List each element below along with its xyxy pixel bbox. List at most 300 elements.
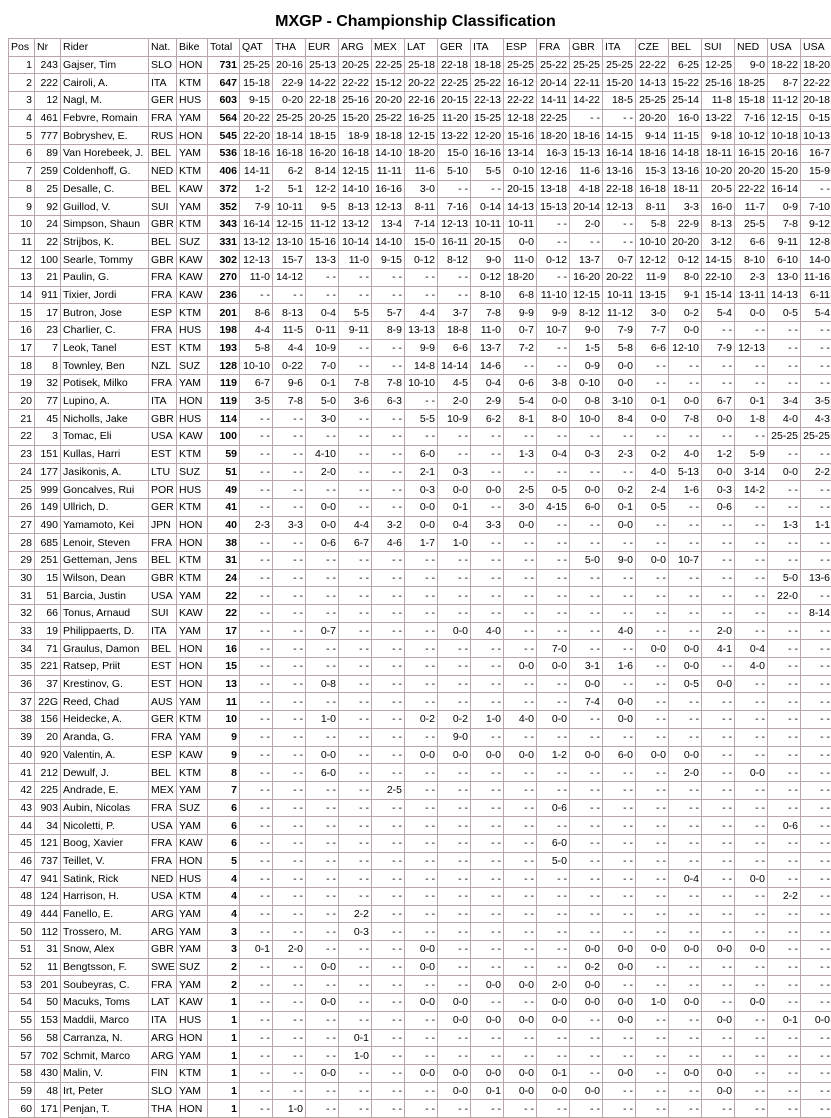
round-result-cell: 0-10 <box>504 162 537 180</box>
round-result-cell: 0-0 <box>405 994 438 1012</box>
round-result-cell: - - <box>405 569 438 587</box>
round-result-cell: 0-0 <box>471 976 504 994</box>
round-result-cell: - - <box>372 870 405 888</box>
round-result-cell: - - <box>669 799 702 817</box>
round-result-cell: 10-11 <box>471 215 504 233</box>
round-result-cell: 4-15 <box>537 498 570 516</box>
round-result-cell: - - <box>537 764 570 782</box>
round-result-cell: 2-5 <box>504 481 537 499</box>
round-result-cell: 25-22 <box>537 56 570 74</box>
pos-cell: 14 <box>9 286 35 304</box>
bike-cell: HON <box>177 56 208 74</box>
table-row <box>9 799 831 817</box>
round-result-cell: - - <box>801 551 831 569</box>
bike-cell: YAM <box>177 587 208 605</box>
round-result-cell: - - <box>603 428 636 446</box>
bike-cell: KAW <box>177 251 208 269</box>
round-result-cell: 12-13 <box>735 339 768 357</box>
round-result-cell: - - <box>240 286 273 304</box>
pos-cell: 43 <box>9 799 35 817</box>
round-result-cell: 25-16 <box>339 92 372 110</box>
round-result-cell: 0-0 <box>603 516 636 534</box>
column-header: SUI <box>702 39 735 57</box>
round-result-cell: 0-0 <box>405 746 438 764</box>
round-result-cell: 13-15 <box>636 286 669 304</box>
round-result-cell: 0-0 <box>603 357 636 375</box>
round-result-cell: - - <box>504 781 537 799</box>
bike-cell: YAM <box>177 923 208 941</box>
round-result-cell: - - <box>306 976 339 994</box>
round-result-cell: - - <box>537 428 570 446</box>
round-result-cell: 5-8 <box>636 215 669 233</box>
round-result-cell: 5-0 <box>570 551 603 569</box>
round-result-cell: - - <box>603 1100 636 1118</box>
bike-cell: YAM <box>177 145 208 163</box>
round-result-cell: - - <box>603 1047 636 1065</box>
round-result-cell: 0-0 <box>735 870 768 888</box>
round-result-cell: - - <box>405 693 438 711</box>
round-result-cell: 3-4 <box>768 392 801 410</box>
round-result-cell: - - <box>306 1011 339 1029</box>
round-result-cell: 9-9 <box>504 304 537 322</box>
total-cell: 16 <box>208 640 240 658</box>
rider-cell: Gajser, Tim <box>61 56 149 74</box>
round-result-cell: 10-10 <box>636 233 669 251</box>
round-result-cell: 10-9 <box>438 410 471 428</box>
round-result-cell: - - <box>372 1064 405 1082</box>
nr-cell: 25 <box>35 180 61 198</box>
round-result-cell: - - <box>306 834 339 852</box>
total-cell: 49 <box>208 481 240 499</box>
total-cell: 270 <box>208 268 240 286</box>
round-result-cell: - - <box>570 109 603 127</box>
total-cell: 201 <box>208 304 240 322</box>
round-result-cell: 6-0 <box>405 445 438 463</box>
round-result-cell: 4-10 <box>306 445 339 463</box>
round-result-cell: 0-0 <box>636 941 669 959</box>
round-result-cell: - - <box>537 551 570 569</box>
round-result-cell: - - <box>273 852 306 870</box>
nr-cell: 151 <box>35 445 61 463</box>
round-result-cell: 18-18 <box>471 56 504 74</box>
round-result-cell: - - <box>603 109 636 127</box>
round-result-cell: - - <box>306 1047 339 1065</box>
round-result-cell: - - <box>801 976 831 994</box>
nr-cell: 156 <box>35 711 61 729</box>
round-result-cell: - - <box>504 534 537 552</box>
round-result-cell: - - <box>273 481 306 499</box>
round-result-cell: 0-0 <box>471 1064 504 1082</box>
bike-cell: KAW <box>177 834 208 852</box>
round-result-cell: - - <box>438 428 471 446</box>
round-result-cell: - - <box>801 693 831 711</box>
nat-cell: SUI <box>149 198 177 216</box>
round-result-cell: 0-0 <box>537 711 570 729</box>
round-result-cell: - - <box>669 605 702 623</box>
round-result-cell: 6-3 <box>372 392 405 410</box>
nat-cell: FRA <box>149 375 177 393</box>
round-result-cell: 18-11 <box>702 145 735 163</box>
round-result-cell: 22-22 <box>504 92 537 110</box>
round-result-cell: - - <box>438 1029 471 1047</box>
round-result-cell: - - <box>273 764 306 782</box>
round-result-cell: - - <box>273 463 306 481</box>
round-result-cell: 0-1 <box>768 1011 801 1029</box>
table-row <box>9 728 831 746</box>
round-result-cell: - - <box>636 870 669 888</box>
nat-cell: THA <box>149 1100 177 1118</box>
round-result-cell: - - <box>504 799 537 817</box>
table-row <box>9 764 831 782</box>
bike-cell: SUZ <box>177 463 208 481</box>
round-result-cell: 0-0 <box>702 1064 735 1082</box>
round-result-cell: - - <box>471 817 504 835</box>
round-result-cell: 0-0 <box>603 994 636 1012</box>
round-result-cell: 0-0 <box>306 746 339 764</box>
nat-cell: GBR <box>149 251 177 269</box>
rider-cell: Snow, Alex <box>61 941 149 959</box>
round-result-cell: - - <box>339 711 372 729</box>
round-result-cell: - - <box>603 640 636 658</box>
pos-cell: 60 <box>9 1100 35 1118</box>
round-result-cell: 2-9 <box>471 392 504 410</box>
round-result-cell: - - <box>438 870 471 888</box>
round-result-cell: - - <box>471 180 504 198</box>
round-result-cell: 4-6 <box>372 534 405 552</box>
nr-cell: 702 <box>35 1047 61 1065</box>
round-result-cell: - - <box>603 870 636 888</box>
column-header: QAT <box>240 39 273 57</box>
round-result-cell: 0-2 <box>636 445 669 463</box>
round-result-cell: - - <box>768 551 801 569</box>
round-result-cell: - - <box>669 1011 702 1029</box>
round-result-cell: - - <box>273 888 306 906</box>
round-result-cell: - - <box>768 1082 801 1100</box>
round-result-cell: - - <box>768 693 801 711</box>
total-cell: 193 <box>208 339 240 357</box>
round-result-cell: 5-8 <box>603 339 636 357</box>
round-result-cell: - - <box>636 569 669 587</box>
round-result-cell: 12-13 <box>438 215 471 233</box>
round-result-cell: 1-6 <box>603 658 636 676</box>
nat-cell: MEX <box>149 781 177 799</box>
pos-cell: 18 <box>9 357 35 375</box>
round-result-cell: 0-12 <box>471 268 504 286</box>
total-cell: 2 <box>208 976 240 994</box>
round-result-cell: - - <box>339 958 372 976</box>
round-result-cell: 0-12 <box>537 251 570 269</box>
round-result-cell: 1-2 <box>240 180 273 198</box>
bike-cell: KAW <box>177 994 208 1012</box>
round-result-cell: 12-13 <box>372 198 405 216</box>
round-result-cell: 1-6 <box>669 481 702 499</box>
round-result-cell: - - <box>405 587 438 605</box>
round-result-cell: - - <box>504 852 537 870</box>
rider-cell: Charlier, C. <box>61 322 149 340</box>
round-result-cell: - - <box>537 339 570 357</box>
rider-cell: Nicholls, Jake <box>61 410 149 428</box>
round-result-cell: - - <box>801 941 831 959</box>
round-result-cell: 20-15 <box>504 180 537 198</box>
pos-cell: 10 <box>9 215 35 233</box>
round-result-cell: 1-0 <box>636 994 669 1012</box>
round-result-cell: 0-6 <box>702 498 735 516</box>
round-result-cell: - - <box>603 1029 636 1047</box>
round-result-cell: 16-18 <box>339 145 372 163</box>
rider-cell: Satink, Rick <box>61 870 149 888</box>
round-result-cell: - - <box>273 410 306 428</box>
round-result-cell: - - <box>471 1029 504 1047</box>
nat-cell: SWE <box>149 958 177 976</box>
round-result-cell: - - <box>537 357 570 375</box>
round-result-cell: - - <box>702 658 735 676</box>
bike-cell: SUZ <box>177 233 208 251</box>
pos-cell: 33 <box>9 622 35 640</box>
round-result-cell: - - <box>768 1047 801 1065</box>
total-cell: 6 <box>208 799 240 817</box>
round-result-cell: 11-0 <box>504 251 537 269</box>
round-result-cell: - - <box>339 658 372 676</box>
table-row <box>9 1082 831 1100</box>
round-result-cell: - - <box>570 1029 603 1047</box>
round-result-cell: 0-9 <box>768 198 801 216</box>
round-result-cell: - - <box>801 357 831 375</box>
round-result-cell: 0-0 <box>570 1082 603 1100</box>
round-result-cell: - - <box>768 994 801 1012</box>
nat-cell: FIN <box>149 1064 177 1082</box>
table-row <box>9 640 831 658</box>
round-result-cell: - - <box>504 958 537 976</box>
column-header: USA <box>768 39 801 57</box>
total-cell: 119 <box>208 375 240 393</box>
column-header: Bike <box>177 39 208 57</box>
round-result-cell: - - <box>801 640 831 658</box>
round-result-cell: - - <box>801 958 831 976</box>
round-result-cell: 20-15 <box>438 92 471 110</box>
round-result-cell: 0-0 <box>669 941 702 959</box>
nr-cell: 920 <box>35 746 61 764</box>
round-result-cell: - - <box>768 357 801 375</box>
round-result-cell: - - <box>570 711 603 729</box>
round-result-cell: - - <box>801 728 831 746</box>
round-result-cell: 0-0 <box>603 375 636 393</box>
round-result-cell: 8-12 <box>438 251 471 269</box>
round-result-cell: 3-2 <box>372 516 405 534</box>
bike-cell: HON <box>177 640 208 658</box>
round-result-cell: - - <box>438 941 471 959</box>
round-result-cell: - - <box>801 888 831 906</box>
round-result-cell: - - <box>438 1100 471 1118</box>
round-result-cell: - - <box>240 746 273 764</box>
round-result-cell: 7-4 <box>570 693 603 711</box>
round-result-cell: - - <box>405 675 438 693</box>
round-result-cell: 9-6 <box>273 375 306 393</box>
round-result-cell: 7-9 <box>240 198 273 216</box>
round-result-cell: 0-0 <box>603 693 636 711</box>
table-row <box>9 127 831 145</box>
round-result-cell: - - <box>240 481 273 499</box>
round-result-cell: 22-22 <box>636 56 669 74</box>
nr-cell: 911 <box>35 286 61 304</box>
nat-cell: USA <box>149 817 177 835</box>
nr-cell: 20 <box>35 728 61 746</box>
round-result-cell: 4-0 <box>504 711 537 729</box>
round-result-cell: - - <box>240 923 273 941</box>
round-result-cell: 25-14 <box>669 92 702 110</box>
round-result-cell: 0-0 <box>471 481 504 499</box>
round-result-cell: 16-18 <box>636 180 669 198</box>
round-result-cell: 7-8 <box>768 215 801 233</box>
round-result-cell: - - <box>702 746 735 764</box>
round-result-cell: - - <box>669 428 702 446</box>
table-row <box>9 392 831 410</box>
round-result-cell: 13-12 <box>339 215 372 233</box>
round-result-cell: - - <box>405 976 438 994</box>
pos-cell: 8 <box>9 180 35 198</box>
round-result-cell: 0-2 <box>405 711 438 729</box>
total-cell: 1 <box>208 1100 240 1118</box>
round-result-cell: - - <box>372 622 405 640</box>
round-result-cell: 18-9 <box>339 127 372 145</box>
round-result-cell: 0-0 <box>669 746 702 764</box>
round-result-cell: - - <box>735 711 768 729</box>
rider-cell: Coldenhoff, G. <box>61 162 149 180</box>
round-result-cell: 0-2 <box>438 711 471 729</box>
round-result-cell: - - <box>636 375 669 393</box>
round-result-cell: 15-25 <box>471 109 504 127</box>
table-row <box>9 56 831 74</box>
nr-cell: 17 <box>35 304 61 322</box>
round-result-cell: 0-1 <box>735 392 768 410</box>
nat-cell: RUS <box>149 127 177 145</box>
round-result-cell: 14-13 <box>636 74 669 92</box>
round-result-cell: 2-0 <box>702 622 735 640</box>
round-result-cell: 0-2 <box>603 481 636 499</box>
round-result-cell: - - <box>306 905 339 923</box>
round-result-cell: 0-4 <box>471 375 504 393</box>
round-result-cell: 10-14 <box>339 233 372 251</box>
round-result-cell: 14-18 <box>669 145 702 163</box>
rider-cell: Harrison, H. <box>61 888 149 906</box>
round-result-cell: - - <box>669 693 702 711</box>
round-result-cell: 1-7 <box>405 534 438 552</box>
round-result-cell: 8-13 <box>273 304 306 322</box>
pos-cell: 37 <box>9 693 35 711</box>
round-result-cell: 5-5 <box>339 304 372 322</box>
total-cell: 8 <box>208 764 240 782</box>
bike-cell: HON <box>177 1029 208 1047</box>
nat-cell: FRA <box>149 852 177 870</box>
round-result-cell: 6-6 <box>735 233 768 251</box>
total-cell: 22 <box>208 605 240 623</box>
round-result-cell: - - <box>372 1082 405 1100</box>
round-result-cell: - - <box>471 994 504 1012</box>
round-result-cell: - - <box>570 1064 603 1082</box>
round-result-cell: - - <box>669 516 702 534</box>
round-result-cell: - - <box>636 1047 669 1065</box>
round-result-cell: 18-11 <box>669 180 702 198</box>
round-result-cell: 2-0 <box>537 976 570 994</box>
pos-cell: 12 <box>9 251 35 269</box>
round-result-cell: - - <box>735 905 768 923</box>
nr-cell: 177 <box>35 463 61 481</box>
round-result-cell: 15-18 <box>735 92 768 110</box>
round-result-cell: - - <box>339 852 372 870</box>
rider-cell: Teillet, V. <box>61 852 149 870</box>
round-result-cell: - - <box>702 728 735 746</box>
round-result-cell: 9-11 <box>339 322 372 340</box>
round-result-cell: - - <box>669 498 702 516</box>
round-result-cell: - - <box>702 516 735 534</box>
round-result-cell: - - <box>339 587 372 605</box>
round-result-cell: - - <box>273 693 306 711</box>
round-result-cell: 12-15 <box>768 109 801 127</box>
round-result-cell: - - <box>240 640 273 658</box>
round-result-cell: - - <box>471 569 504 587</box>
round-result-cell: 15-16 <box>306 233 339 251</box>
round-result-cell: - - <box>240 693 273 711</box>
round-result-cell: 0-0 <box>735 994 768 1012</box>
rider-cell: Andrade, E. <box>61 781 149 799</box>
round-result-cell: - - <box>504 888 537 906</box>
round-result-cell: 13-6 <box>801 569 831 587</box>
round-result-cell: - - <box>702 357 735 375</box>
round-result-cell: 0-0 <box>438 622 471 640</box>
round-result-cell: 0-12 <box>405 251 438 269</box>
nr-cell: 737 <box>35 852 61 870</box>
round-result-cell: 20-20 <box>372 92 405 110</box>
rider-cell: Strijbos, K. <box>61 233 149 251</box>
round-result-cell: 16-11 <box>438 233 471 251</box>
round-result-cell: 7-9 <box>702 339 735 357</box>
round-result-cell: - - <box>735 569 768 587</box>
round-result-cell: - - <box>636 693 669 711</box>
round-result-cell: 22-11 <box>570 74 603 92</box>
round-result-cell: - - <box>603 852 636 870</box>
round-result-cell: - - <box>801 994 831 1012</box>
table-row <box>9 711 831 729</box>
bike-cell: HUS <box>177 92 208 110</box>
bike-cell: SUZ <box>177 958 208 976</box>
total-cell: 3 <box>208 941 240 959</box>
round-result-cell: 0-0 <box>669 640 702 658</box>
pos-cell: 7 <box>9 162 35 180</box>
nat-cell: ARG <box>149 923 177 941</box>
round-result-cell: 5-5 <box>471 162 504 180</box>
round-result-cell: - - <box>372 834 405 852</box>
round-result-cell: - - <box>273 551 306 569</box>
round-result-cell: - - <box>438 693 471 711</box>
round-result-cell: 14-10 <box>339 180 372 198</box>
rider-cell: Philippaerts, D. <box>61 622 149 640</box>
pos-cell: 26 <box>9 498 35 516</box>
rider-cell: Schmit, Marco <box>61 1047 149 1065</box>
round-result-cell: 0-0 <box>570 941 603 959</box>
pos-cell: 30 <box>9 569 35 587</box>
round-result-cell: - - <box>405 605 438 623</box>
round-result-cell: - - <box>702 428 735 446</box>
round-result-cell: - - <box>504 640 537 658</box>
round-result-cell: 20-22 <box>405 74 438 92</box>
nat-cell: NZL <box>149 357 177 375</box>
round-result-cell: - - <box>405 1100 438 1118</box>
rider-cell: Getteman, Jens <box>61 551 149 569</box>
round-result-cell: - - <box>339 746 372 764</box>
round-result-cell: 1-2 <box>537 746 570 764</box>
round-result-cell: 13-16 <box>603 162 636 180</box>
round-result-cell: - - <box>801 1029 831 1047</box>
round-result-cell: - - <box>273 834 306 852</box>
